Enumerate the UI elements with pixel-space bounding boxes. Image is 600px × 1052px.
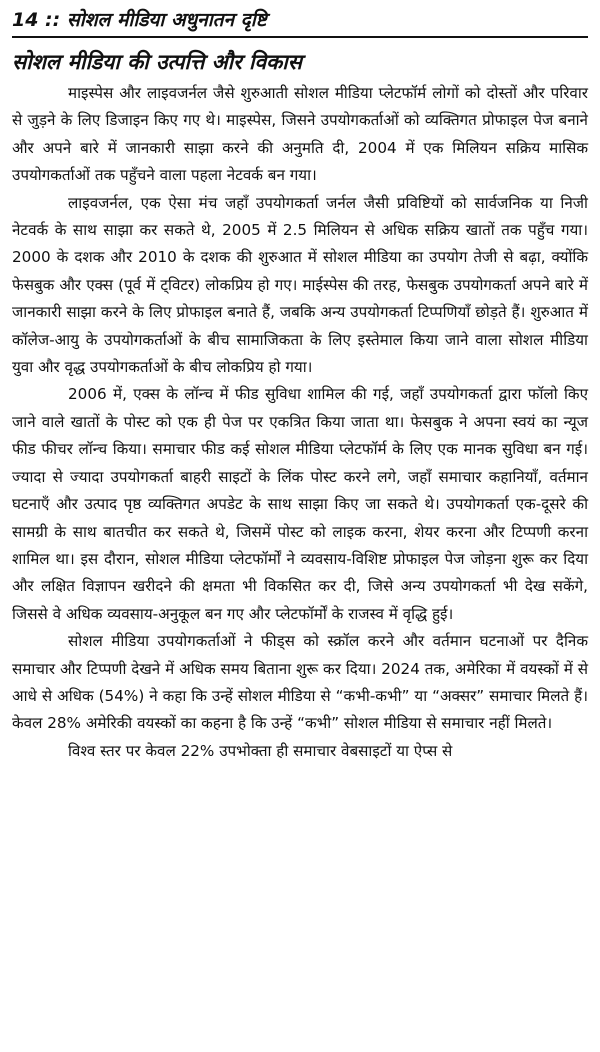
paragraph-3: 2006 में, एक्स के लॉन्च में फीड सुविधा शामिल की गई, जहाँ उपयोगकर्ता द्वारा फॉलो किए जाने वाले खातों के पोस्ट को एक ही पेज पर एकत्रित किया जाता था। फेसबुक ने अपना स्वयं का न्यूज फीड फीचर लॉन्च किया। समाचार फीड कई सोशल मीडिया प्लेटफॉर्म के लिए एक मानक सुविधा बन गई। ज्यादा से ज्यादा उपयोगकर्ता बाहरी साइटों के लिंक पोस्ट करने लगे, जहाँ समाचार कहानियाँ, वर्तमान घटनाएँ और उत्पाद पृष्ठ व्यक्तिगत अपडेट के साथ साझा किए जा सकते थे। उपयोगकर्ता एक-दूसरे की सामग्री के साथ बातचीत कर सकते थे, जिसमें पोस्ट को लाइक करना, शेयर करना और टिप्पणी करना शामिल था। इस दौरान, सोशल मीडिया प्लेटफॉर्मों ने व्यवसाय-विशिष्ट प्रोफाइल पेज जोड़ना शुरू कर दिया और लक्षित विज्ञापन खरीदने की क्षमता भी विकसित कर दी, जिसे अन्य उपयोगकर्ता भी देख सकेंगे, जिससे वे अधिक व्यवसाय-अनुकूल बन गए और प्लेटफॉर्मों के राजस्व में वृद्धि हुई।: [12, 385, 588, 623]
paragraph-2: लाइवजर्नल, एक ऐसा मंच जहाँ उपयोगकर्ता जर्नल जैसी प्रविष्टियों को सार्वजनिक या निजी नेटवर्क के साथ साझा कर सकते थे, 2005 में 2.5 मिलियन से अधिक सक्रिय खातों तक पहुँच गया। 2000 के दशक और 2010 के दशक की शुरुआत में सोशल मीडिया का उपयोग तेजी से बढ़ा, क्योंकि फेसबुक और एक्स (पूर्व में ट्विटर) लोकप्रिय हो गए। माईस्पेस की तरह, फेसबुक उपयोगकर्ता अपने बारे में जानकारी साझा करने के लिए प्रोफाइल बनाते हैं, जबकि अन्य उपयोगकर्ता टिप्पणियाँ छोड़ते हैं। शुरुआत में कॉलेज-आयु के उपयोगकर्ताओं के बीच सामाजिकता के लिए इस्तेमाल किया जाने वाला सोशल मीडिया युवा और वृद्ध उपयोगकर्ताओं के बीच लोकप्रिय हो गया।: [12, 193, 588, 377]
paragraph-1: माइस्पेस और लाइवजर्नल जैसे शुरुआती सोशल मीडिया प्लेटफॉर्म लोगों को दोस्तों और परिवार से जुड़ने के लिए डिजाइन किए गए थे। माइस्पेस, जिसने उपयोगकर्ताओं को व्यक्तिगत प्रोफाइल पेज बनाने और अपने बारे में जानकारी साझा करने की अनुमति दी, 2004 में एक मिलियन सक्रिय मासिक उपयोगकर्ताओं तक पहुँचने वाला पहला नेटवर्क बन गया।: [12, 84, 588, 185]
running-head: 14 :: सोशल मीडिया अधुनातन दृष्टि: [12, 6, 588, 38]
paragraph-4: सोशल मीडिया उपयोगकर्ताओं ने फीड्स को स्क्रॉल करने और वर्तमान घटनाओं पर दैनिक समाचार और टिप्पणी देखने में अधिक समय बिताना शुरू कर दिया। 2024 तक, अमेरिका में वयस्कों में से आधे से अधिक (54%) ने कहा कि उन्हें सोशल मीडिया से “कभी-कभी” या “अक्सर” समाचार मिलते हैं। केवल 28% अमेरिकी वयस्कों का कहना है कि उन्हें “कभी” सोशल मीडिया से समाचार नहीं मिलते।: [12, 632, 588, 733]
section-title: सोशल मीडिया की उत्पत्ति और विकास: [12, 50, 302, 74]
paragraph-5: विश्व स्तर पर केवल 22% उपभोक्ता ही समाचार वेबसाइटों या ऐप्स से: [68, 741, 453, 760]
